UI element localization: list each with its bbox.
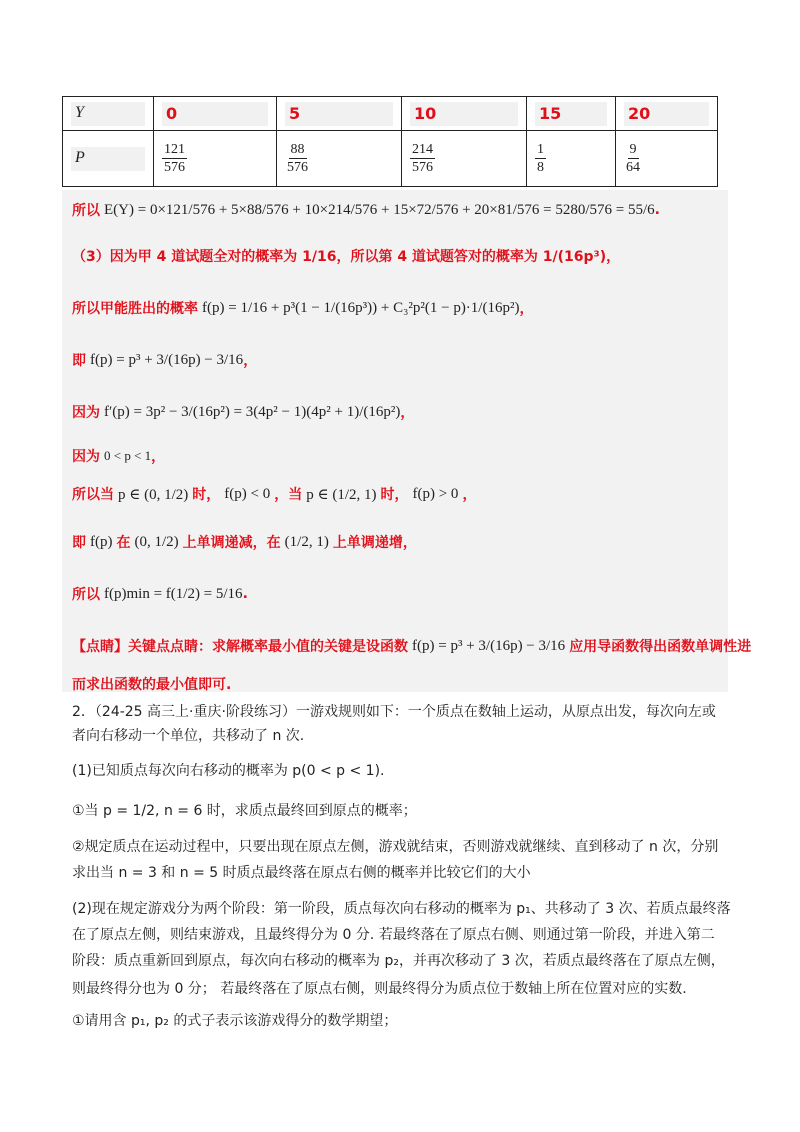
- derivative-line: 因为 f′(p) = 3p² − 3/(16p²) = 3(4p² − 1)(4p² + 1)/(16p²) ，: [72, 403, 415, 421]
- table-cell: 15: [527, 97, 616, 131]
- table-cell: 20: [616, 97, 718, 131]
- minimum-line: 所以 f(p)min = f(1/2) = 5/16 .: [72, 585, 248, 603]
- table-cell: [402, 131, 527, 187]
- table-cell: [154, 131, 277, 187]
- table-cell: P: [63, 131, 154, 187]
- question-line: 2．（24-25 高三上·重庆·阶段练习）一游戏规则如下：一个质点在数轴上运动，从原点出发，每次向左或: [72, 704, 716, 720]
- distribution-table: [62, 96, 718, 187]
- table-prob-row: [63, 131, 718, 187]
- question-line: (1)已知质点每次向右移动的概率为 p(0 < p < 1).: [72, 763, 385, 779]
- table-cell: 5: [277, 97, 402, 131]
- table-cell: [527, 131, 616, 187]
- question-line: ②规定质点在运动过程中，只要出现在原点左侧，游戏就结束，否则游戏就继续、直到移动了 n 次，分别: [72, 839, 719, 855]
- prob-fraction: $\frac{1}{8}$: [537, 142, 544, 175]
- question-line: (2)现在规定游戏分为两个阶段：第一阶段，质点每次向右移动的概率为 p₁、共移动了 3 次、若质点最终落: [72, 901, 731, 917]
- question-line: 则最终得分也为 0 分； 若最终落在了原点右侧，则最终得分为质点位于数轴上所在位置对应的实数.: [72, 981, 687, 997]
- prob-fraction: $\frac{88}{576}$: [287, 142, 308, 175]
- win-probability-line: 所以甲能胜出的概率 f(p) = 1/16 + p³(1 − 1/(16p³)) + C₃²p²(1 − p)·1/(16p²) ，: [72, 299, 534, 317]
- step3-intro: （3）因为甲 4 道试题全对的概率为 1/16，所以第 4 道试题答对的概率为 1/(16p³)，: [72, 249, 621, 265]
- sign-analysis-line: 所以当 p ∈ (0, 1/2) 时， f(p) < 0 ，当 p ∈ (1/2, 1) 时， f(p) > 0 ，: [72, 485, 477, 503]
- tip-line: 【点睛】关键点点睛：求解概率最小值的关键是设函数 f(p) = p³ + 3/(16p) − 3/16 应用导函数得出函数单调性进: [72, 637, 752, 655]
- expectation-line: 所以 E(Y) = 0×121/576 + 5×88/576 + 10×214/576 + 15×72/576 + 20×81/576 = 5280/576 = 55/6 .: [72, 201, 660, 219]
- table-header-row: [63, 97, 718, 131]
- question-line: 求出当 n = 3 和 n = 5 时质点最终落在原点右侧的概率并比较它们的大小: [72, 865, 531, 881]
- question-line: ①当 p = 1/2, n = 6 时，求质点最终回到原点的概率；: [72, 803, 417, 819]
- domain-line: 因为 0 < p < 1 ，: [72, 448, 166, 465]
- table-cell: [616, 131, 718, 187]
- simplified-function-line: 即 f(p) = p³ + 3/(16p) − 3/16 ，: [72, 351, 258, 369]
- question-line: ①请用含 p₁, p₂ 的式子表示该游戏得分的数学期望；: [72, 1013, 398, 1029]
- monotonicity-line: 即 f(p) 在 (0, 1/2) 上单调递减，在 (1/2, 1) 上单调递增，: [72, 533, 417, 551]
- question-line: 在了原点左侧，则结束游戏，且最终得分为 0 分. 若最终落在了原点右侧、则通过第一阶段，并进入第二: [72, 927, 715, 943]
- question-line: 阶段：质点重新回到原点，每次向右移动的概率为 p₂，并再次移动了 3 次，若质点最终落在了原点左侧，: [72, 953, 725, 969]
- table-cell: 10: [402, 97, 527, 131]
- prob-fraction: $\frac{121}{576}$: [164, 142, 185, 175]
- question-line: 者向右移动一个单位，共移动了 n 次.: [72, 728, 305, 744]
- table-cell: Y: [63, 97, 154, 131]
- table-cell: 0: [154, 97, 277, 131]
- prob-fraction: $\frac{9}{64}$: [626, 142, 640, 175]
- prob-fraction: $\frac{214}{576}$: [412, 142, 433, 175]
- tip-line-2: 而求出函数的最小值即可.: [72, 677, 232, 693]
- table-cell: [277, 131, 402, 187]
